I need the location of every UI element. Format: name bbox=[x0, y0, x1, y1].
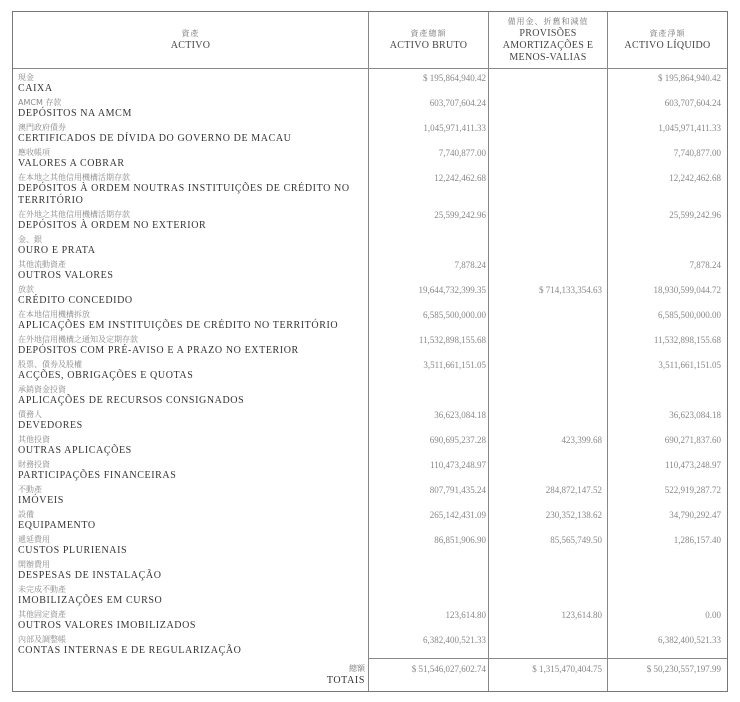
activo-bruto-value: 110,473,248.97 bbox=[430, 460, 486, 470]
row-label-zh: 現金 bbox=[18, 73, 34, 82]
header-activo bbox=[13, 12, 368, 68]
row-label-pt: OUTRAS APLICAÇÕES bbox=[18, 445, 132, 456]
provisoes-value: 230,352,138.62 bbox=[545, 510, 602, 520]
row-label-pt: APLICAÇÕES DE RECURSOS CONSIGNADOS bbox=[18, 395, 245, 406]
row-label-zh: 其他固定資產 bbox=[18, 610, 66, 619]
activo-liquido-value: 690,271,837.60 bbox=[664, 435, 721, 445]
row-label-zh: 在外地信用機構之通知及定期存款 bbox=[18, 335, 138, 344]
row-label-zh: 遞延費用 bbox=[18, 535, 50, 544]
total-activo-bruto: $ 51,546,027,602.74 bbox=[411, 664, 486, 674]
activo-liquido-value: 3,511,661,151.05 bbox=[658, 360, 721, 370]
table-row bbox=[13, 95, 727, 120]
total-provisoes: $ 1,315,470,404.75 bbox=[532, 664, 602, 674]
table-body bbox=[13, 70, 727, 657]
row-label-pt: PARTICIPAÇÕES FINANCEIRAS bbox=[18, 470, 177, 481]
row-label-zh: 金、銀 bbox=[18, 235, 42, 244]
row-label-zh: 其他流動資產 bbox=[18, 260, 66, 269]
table-row bbox=[13, 532, 727, 557]
header-activo-bruto bbox=[369, 12, 488, 68]
table-row bbox=[13, 332, 727, 357]
row-label-pt: DEPÓSITOS NA AMCM bbox=[18, 108, 132, 119]
row-label-pt: VALORES A COBRAR bbox=[18, 158, 125, 169]
table-row bbox=[13, 145, 727, 170]
header-activo-zh: 資產 bbox=[181, 29, 200, 38]
activo-liquido-value: 36,623,084.18 bbox=[669, 410, 721, 420]
row-label-zh: 內部及調整帳 bbox=[18, 635, 66, 644]
row-label-pt: DEPÓSITOS À ORDEM NOUTRAS INSTITUIÇÕES DE CRÉDITO NO TERRITÓRIO bbox=[18, 183, 350, 206]
activo-bruto-value: 807,791,435.24 bbox=[429, 485, 486, 495]
activo-bruto-value: 7,740,877.00 bbox=[438, 148, 486, 158]
activo-bruto-value: 265,142,431.09 bbox=[429, 510, 486, 520]
row-label-zh: 在本地之其他信用機構活期存款 bbox=[18, 173, 130, 182]
activo-bruto-value: 123,614.80 bbox=[445, 610, 486, 620]
provisoes-value: 85,565,749.50 bbox=[550, 535, 602, 545]
totals-row bbox=[13, 659, 727, 691]
activo-liquido-value: 34,790,292.47 bbox=[669, 510, 721, 520]
activo-liquido-value: 25,599,242.96 bbox=[669, 210, 721, 220]
activo-liquido-value: 110,473,248.97 bbox=[665, 460, 721, 470]
row-label-zh: 承銷資金投資 bbox=[18, 385, 66, 394]
activo-bruto-value: 36,623,084.18 bbox=[434, 410, 486, 420]
row-label-pt: OUTROS VALORES bbox=[18, 270, 114, 281]
row-label-pt: DESPESAS DE INSTALAÇÃO bbox=[18, 570, 162, 581]
provisoes-value: $ 714,133,354.63 bbox=[539, 285, 602, 295]
row-label-pt: CAIXA bbox=[18, 83, 53, 94]
row-label-pt: OUTROS VALORES IMOBILIZADOS bbox=[18, 620, 197, 631]
activo-liquido-value: 6,585,500,000.00 bbox=[658, 310, 721, 320]
row-label-pt: DEVEDORES bbox=[18, 420, 83, 431]
header-provisoes bbox=[489, 12, 607, 68]
table-row bbox=[13, 282, 727, 307]
provisoes-value: 423,399.68 bbox=[561, 435, 602, 445]
activo-liquido-value: 1,045,971,411.33 bbox=[658, 123, 721, 133]
table-row bbox=[13, 170, 727, 206]
table-row bbox=[13, 357, 727, 382]
row-label-zh: 在本地信用機構拆放 bbox=[18, 310, 90, 319]
row-label-pt: CUSTOS PLURIENAIS bbox=[18, 545, 128, 556]
row-label-zh: 財務投資 bbox=[18, 460, 50, 469]
row-label-pt: CRÉDITO CONCEDIDO bbox=[18, 295, 133, 306]
activo-bruto-value: 603,707,604.24 bbox=[429, 98, 486, 108]
row-label-zh: 開辦費用 bbox=[18, 560, 50, 569]
row-label-zh: 債務人 bbox=[18, 410, 42, 419]
table-row bbox=[13, 70, 727, 95]
table-row bbox=[13, 257, 727, 282]
row-label-zh: 放款 bbox=[18, 285, 34, 294]
activo-liquido-value: 522,919,287.72 bbox=[664, 485, 721, 495]
activo-liquido-value: 12,242,462.68 bbox=[669, 173, 721, 183]
activo-bruto-value: 12,242,462.68 bbox=[434, 173, 486, 183]
activo-bruto-value: $ 195,864,940.42 bbox=[423, 73, 486, 83]
header-activo-pt: ACTIVO bbox=[170, 40, 211, 51]
header-provisoes-zh: 備用金、折舊和減值 bbox=[507, 17, 589, 26]
table-row bbox=[13, 195, 727, 232]
row-label-pt: ACÇÕES, OBRIGAÇÕES E QUOTAS bbox=[18, 370, 194, 381]
row-label-zh: 設備 bbox=[18, 510, 34, 519]
table-row bbox=[13, 607, 727, 632]
activo-bruto-value: 7,878.24 bbox=[454, 260, 486, 270]
row-label-zh: AMCM 存款 bbox=[18, 98, 62, 107]
activo-bruto-value: 86,851,906.90 bbox=[434, 535, 486, 545]
activo-liquido-value: 603,707,604.24 bbox=[664, 98, 721, 108]
activo-bruto-value: 25,599,242.96 bbox=[434, 210, 486, 220]
row-label-pt: DEPÓSITOS COM PRÉ-AVISO E A PRAZO NO EXTERIOR bbox=[18, 345, 299, 356]
table-row bbox=[13, 382, 727, 407]
header-activo-liquido bbox=[608, 12, 727, 68]
row-label-zh: 應收帳項 bbox=[18, 148, 50, 157]
activo-liquido-value: 0.00 bbox=[705, 610, 721, 620]
activo-bruto-value: 6,382,400,521.33 bbox=[423, 635, 486, 645]
row-label-zh: 未完成不動產 bbox=[18, 585, 66, 594]
table-row bbox=[13, 482, 727, 507]
table-row bbox=[13, 407, 727, 432]
table-row bbox=[13, 557, 727, 582]
totals-label-zh: 總額 bbox=[349, 664, 365, 673]
activo-liquido-value: 11,532,898,155.68 bbox=[653, 335, 721, 345]
table-row bbox=[13, 432, 727, 457]
row-label-pt: EQUIPAMENTO bbox=[18, 520, 96, 531]
table-row bbox=[13, 120, 727, 145]
total-activo-liquido: $ 50,230,557,197.99 bbox=[646, 664, 721, 674]
table-row bbox=[13, 507, 727, 532]
row-label-pt: APLICAÇÕES EM INSTITUIÇÕES DE CRÉDITO NO TERRITÓRIO bbox=[18, 320, 339, 331]
activo-bruto-value: 3,511,661,151.05 bbox=[423, 360, 486, 370]
row-label-zh: 在外地之其他信用機構活期存款 bbox=[18, 210, 130, 219]
row-label-pt: IMÓVEIS bbox=[18, 495, 64, 506]
row-label-zh: 股票、債券及股權 bbox=[18, 360, 82, 369]
row-label-pt: CONTAS INTERNAS E DE REGULARIZAÇÃO bbox=[18, 645, 242, 656]
row-label-zh: 其他投資 bbox=[18, 435, 50, 444]
totals-label-pt: TOTAIS bbox=[326, 675, 365, 686]
table-row bbox=[13, 632, 727, 657]
activo-bruto-value: 11,532,898,155.68 bbox=[418, 335, 486, 345]
row-label-pt: DEPÓSITOS À ORDEM NO EXTERIOR bbox=[18, 220, 207, 231]
activo-liquido-value: 1,286,157.40 bbox=[673, 535, 721, 545]
activo-liquido-value: $ 195,864,940.42 bbox=[658, 73, 721, 83]
activo-liquido-value: 7,740,877.00 bbox=[673, 148, 721, 158]
table-row bbox=[13, 307, 727, 332]
row-label-pt: OURO E PRATA bbox=[18, 245, 96, 256]
header-liquido-pt: ACTIVO LÍQUIDO bbox=[624, 40, 711, 51]
row-label-pt: IMOBILIZAÇÕES EM CURSO bbox=[18, 595, 163, 606]
activo-liquido-value: 18,930,599,044.72 bbox=[653, 285, 721, 295]
activo-liquido-value: 6,382,400,521.33 bbox=[658, 635, 721, 645]
header-liquido-zh: 資產淨額 bbox=[649, 29, 686, 38]
activo-bruto-value: 6,585,500,000.00 bbox=[423, 310, 486, 320]
row-label-zh: 不動產 bbox=[18, 485, 42, 494]
provisoes-value: 284,872,147.52 bbox=[545, 485, 602, 495]
header-provisoes-pt: PROVISÕES AMORTIZAÇÕES E MENOS-VALIAS bbox=[502, 28, 594, 63]
header-bruto-pt: ACTIVO BRUTO bbox=[389, 40, 468, 51]
activo-liquido-value: 7,878.24 bbox=[689, 260, 721, 270]
header-divider bbox=[13, 68, 727, 69]
balance-sheet-table bbox=[12, 11, 728, 692]
table-row bbox=[13, 232, 727, 257]
activo-bruto-value: 1,045,971,411.33 bbox=[423, 123, 486, 133]
provisoes-value: 123,614.80 bbox=[561, 610, 602, 620]
row-label-pt: CERTIFICADOS DE DÍVIDA DO GOVERNO DE MACAU bbox=[18, 133, 292, 144]
row-label-zh: 澳門政府債券 bbox=[18, 123, 66, 132]
activo-bruto-value: 19,644,732,399.35 bbox=[418, 285, 486, 295]
table-row bbox=[13, 582, 727, 607]
table-row bbox=[13, 457, 727, 482]
header-bruto-zh: 資產總額 bbox=[410, 29, 447, 38]
activo-bruto-value: 690,695,237.28 bbox=[429, 435, 486, 445]
